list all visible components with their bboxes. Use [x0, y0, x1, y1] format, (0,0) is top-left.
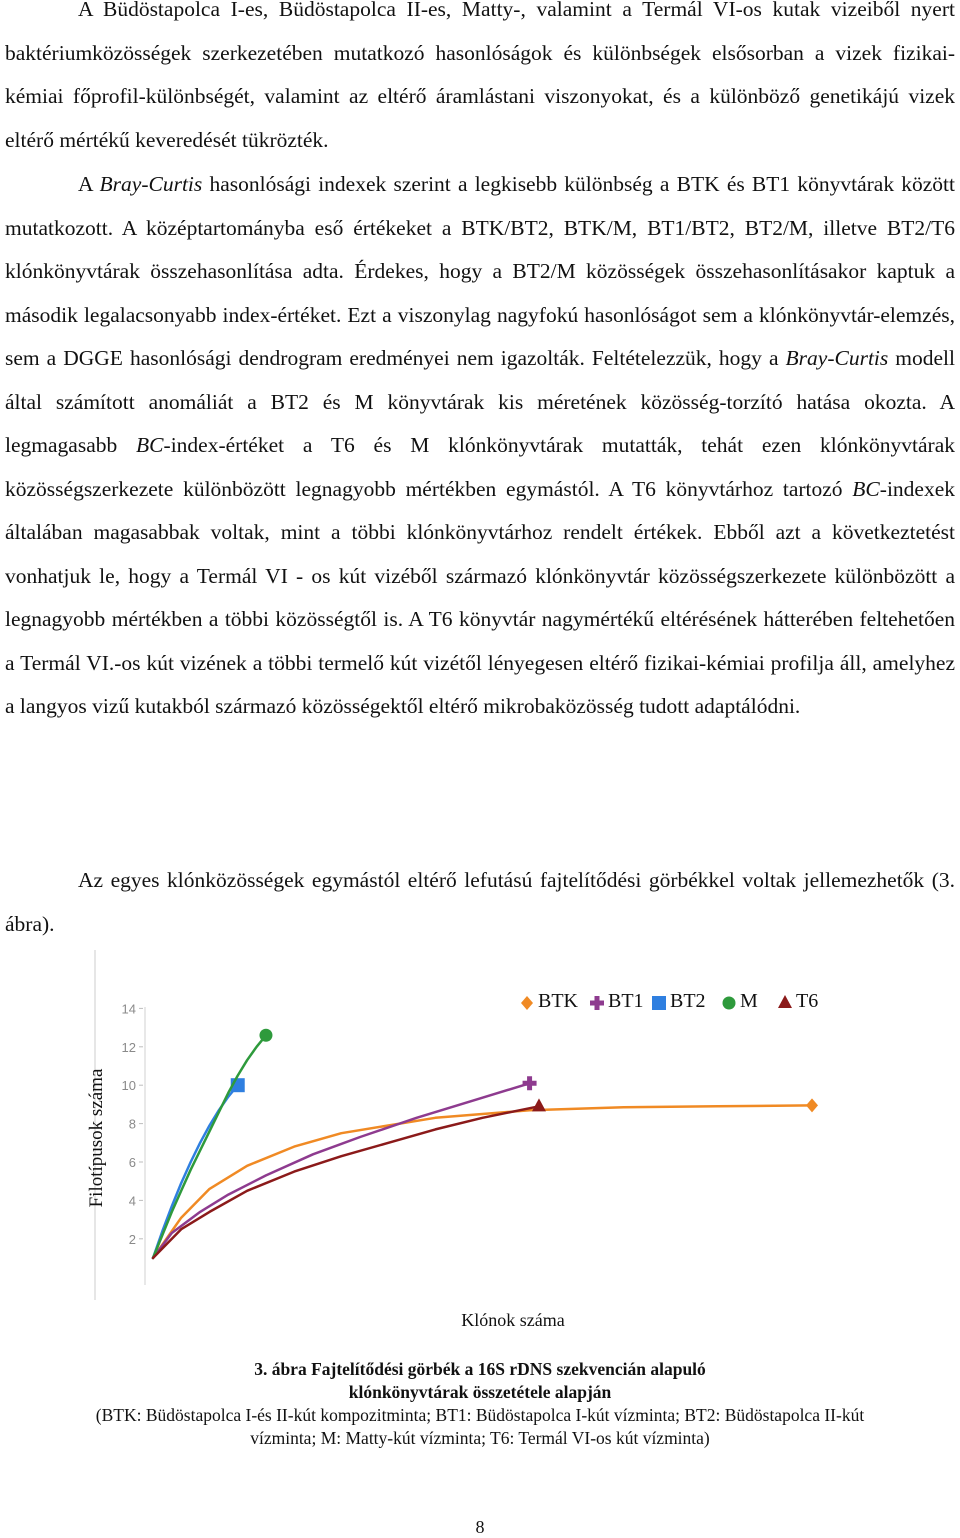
paragraph-2	[5, 163, 955, 729]
y-tick-label: 6	[128, 1155, 136, 1170]
legend-label-m: M	[740, 990, 758, 1012]
y-tick-label: 12	[121, 1039, 136, 1055]
series-end-marker-bt1	[523, 1076, 537, 1090]
legend-label-btk: BTK	[538, 990, 578, 1012]
text-run: -indexek általában magasabbak voltak, mint a többi klónkönyvtárhoz rendelt értékek. Ebből azt a következtetést vonhatjuk le, hogy a Termál VI - os kút vizéből származó klónkönyvtár közösségszerkezete különbözött a legnagyobb mértékben a többi közösségtől is. A T6 könyvtár nagymértékű eltérésének hátterében feltehetően a Termál VI.-os kút vizének a többi termelő kút vizétől lényegesen eltérő fizikai-kémiai profilja áll, amelyhez a langyos vizű kutakból származó közösségektől eltérő mikrobaközösség tudott adaptálódni.	[5, 476, 955, 718]
series-line-bt2	[153, 1085, 238, 1258]
y-tick-label: 10	[121, 1078, 136, 1094]
series-line-m	[153, 1035, 266, 1258]
legend-marker-m	[723, 997, 736, 1010]
y-tick-label: 4	[128, 1193, 136, 1209]
rarefaction-chart	[0, 945, 960, 1345]
paragraph-1	[5, 0, 955, 162]
legend-marker-btk	[521, 996, 533, 1010]
page-number: 8	[475, 1517, 485, 1537]
legend-marker-t6	[778, 995, 792, 1008]
chart-legend	[521, 990, 818, 1012]
text-run: modell által számított anomáliát a BT2 és M könyvtárak kis méretének közösség-torzító hatása okozta. A legmagasabb	[5, 346, 956, 457]
chart-plot-area	[153, 1029, 818, 1258]
series-end-marker-t6	[532, 1098, 546, 1111]
series-end-marker-m	[259, 1029, 272, 1042]
legend-label-t6: T6	[796, 990, 819, 1012]
chart-axes	[122, 1001, 145, 1285]
paragraph-2-text	[5, 163, 955, 729]
paragraph-3	[5, 859, 955, 946]
italic-term: BC	[852, 476, 880, 501]
y-axis-label: Filotípusok száma	[86, 1068, 107, 1208]
legend-marker-bt2	[652, 996, 666, 1010]
y-tick-label: 14	[121, 1001, 136, 1017]
caption-title-line2: klónkönyvtárak összetétele alapján	[348, 1382, 612, 1402]
text-run: -index-értéket a T6 és M klónkönyvtárak mutatták, tehát ezen klónkönyvtárak közösségszerkezete különbözött legnagyobb mértékben egymástól. A T6 könyvtárhoz tartozó	[5, 433, 955, 501]
paragraph-1-text: A Büdöstapolca I-es, Büdöstapolca II-es, Matty-, valamint a Termál VI-os kutak vizeiből nyert baktériumközösségek szerkezetében mutatkozó hasonlóságok és különbségek elsősorban a vizek fizikai-kémiai főprofil-különbségét, valamint az eltérő áramlástani viszonyokat, és a különböző genetikájú vizek eltérő mértékű keveredését tükrözték.	[5, 0, 955, 152]
x-axis-label: Klónok száma	[461, 1310, 565, 1330]
italic-term: BC	[136, 433, 164, 457]
figure-caption	[0, 1358, 960, 1450]
y-tick-label: 2	[128, 1231, 136, 1247]
caption-legend-line2: vízminta; M: Matty-kút vízminta; T6: Termál VI-os kút vízminta)	[250, 1428, 710, 1448]
legend-label-bt1: BT1	[608, 990, 644, 1012]
caption-legend-line1: (BTK: Büdöstapolca I-és II-kút kompozitminta; BT1: Büdöstapolca I-kút vízminta; BT2: Büdöstapolca II-kút	[95, 1405, 865, 1425]
text-run: A	[78, 172, 100, 196]
legend-label-bt2: BT2	[670, 990, 706, 1012]
legend-marker-bt1	[590, 996, 604, 1010]
italic-term: Bray-Curtis	[785, 346, 889, 370]
series-end-marker-btk	[806, 1098, 818, 1112]
caption-title-line1: 3. ábra Fajtelítődési görbék a 16S rDNS szekvencián alapuló	[254, 1359, 706, 1379]
y-tick-label: 8	[128, 1116, 136, 1132]
series-line-bt1	[153, 1083, 530, 1258]
italic-term: Bray-Curtis	[99, 172, 203, 196]
text-run: hasonlósági indexek szerint a legkisebb különbség a BTK és BT1 könyvtárak között mutatkozott. A középtartományba eső értékeket a BTK/BT2, BTK/M, BT1/BT2, BT2/M, illetve BT2/T6 klónkönyvtárak összehasonlítása adta. Érdekes, hogy a BT2/M közösségek összehasonlításakor kaptuk a második legalacsonyabb index-értéket. Ezt a viszonylag nagyfokú hasonlóságot sem a klónkönyvtár-elemzés, sem a DGGE hasonlósági dendrogram eredményei nem igazolták. Feltételezzük, hogy a	[5, 172, 956, 370]
paragraph-3-text: Az egyes klónközösségek egymástól eltérő lefutású fajtelítődési görbékkel voltak jellemezhetők (3. ábra).	[5, 868, 955, 936]
